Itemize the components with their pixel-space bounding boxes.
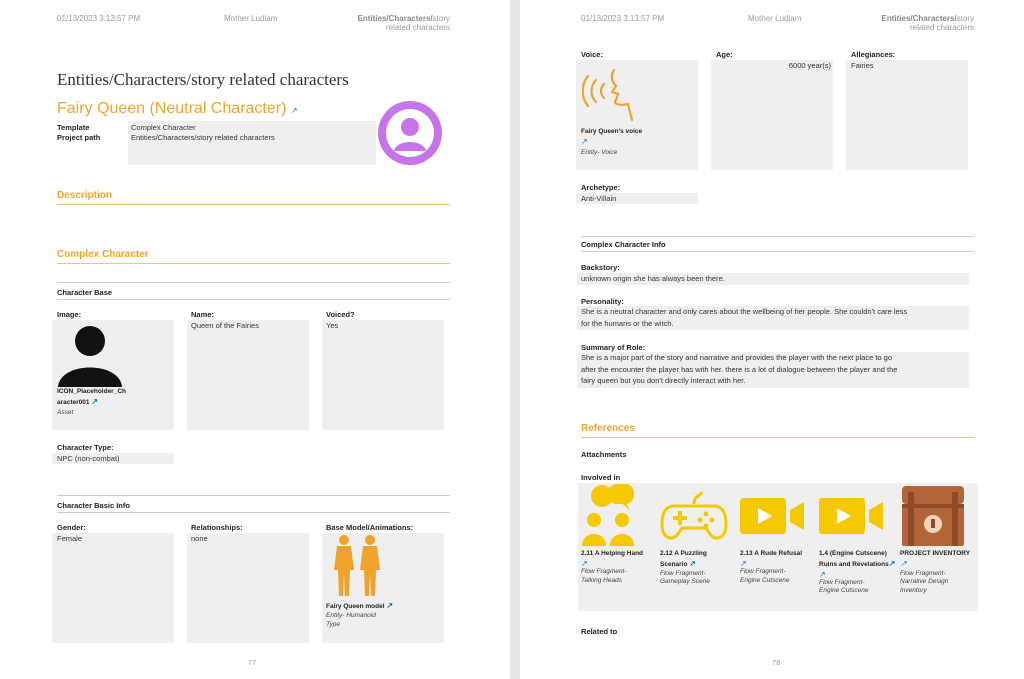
description-heading: Description — [57, 190, 113, 201]
voice-label: Voice: — [581, 50, 603, 59]
image-label: Image: — [57, 310, 82, 319]
page-77 — [0, 0, 510, 679]
personality-value — [581, 306, 907, 329]
header-path-line2: related characters — [909, 23, 974, 32]
basic-rule-top — [57, 495, 450, 496]
description-rule — [57, 204, 450, 205]
voiced-box — [322, 320, 444, 430]
model-type-line2: Type — [326, 620, 340, 628]
complex-info-rule-top — [581, 236, 974, 237]
personality-label: Personality: — [581, 297, 624, 306]
summary-line2: after the encounter the player has with her. there is a lot of dialogue between the player and the — [581, 364, 898, 374]
personality-line2: for the humans or the witch. — [581, 318, 674, 328]
basic-rule-bottom — [57, 512, 450, 513]
archetype-value: Anti-Villain — [581, 194, 617, 203]
character-type-label: Character Type: — [57, 443, 114, 452]
character-base-heading: Character Base — [57, 288, 113, 297]
involved-in-label: Involved in — [581, 473, 621, 482]
voice-type: Entity- Voice — [581, 149, 618, 156]
age-value: 6000 year(s) — [788, 61, 831, 70]
page-title: Entities/Characters/story related characters — [57, 70, 349, 89]
age-label: Age: — [716, 50, 733, 59]
voice-caption: Fairy Queen's voice — [581, 128, 643, 135]
complex-info-rule-bottom — [581, 251, 974, 252]
relationships-box — [187, 533, 309, 643]
involved-title: PROJECT INVENTORY — [900, 550, 971, 557]
video-camera-icon — [819, 496, 885, 536]
backstory-value: unknown origin she has always been there. — [581, 274, 725, 283]
header-path-bold: Entities/Characters/ — [357, 14, 433, 23]
involved-type: Flow Fragment- Talking Heads — [581, 567, 627, 584]
header-timestamp: 01/13/2023 3:13:57 PM — [57, 14, 141, 23]
page-number: 78 — [772, 658, 781, 667]
model-caption[interactable] — [326, 601, 393, 612]
template-label: Template — [57, 123, 90, 132]
voiced-value: Yes — [326, 321, 339, 330]
character-name: Fairy Queen (Neutral Character) — [57, 100, 287, 117]
references-rule — [581, 437, 974, 438]
page-number: 77 — [248, 658, 257, 667]
external-link-icon[interactable]: ↗ — [740, 558, 747, 568]
character-type-value: NPC (non-combat) — [57, 454, 120, 463]
image-caption-line1: ICON_Placeholder_Ch — [57, 388, 126, 395]
model-type — [326, 612, 376, 630]
basic-info-heading: Character Basic Info — [57, 501, 130, 510]
voiced-label: Voiced? — [326, 310, 355, 319]
involved-type: Flow Fragment- Engine Cutscene — [819, 578, 869, 595]
name-value: Queen of the Fairies — [191, 321, 259, 330]
model-type-line1: Entity- Humanoid — [326, 612, 376, 619]
person-placeholder-icon — [56, 325, 124, 387]
header-path-rest: story — [432, 14, 450, 23]
related-to-label: Related to — [581, 627, 618, 636]
relationships-label: Relationships: — [191, 523, 243, 532]
base-rule-top — [57, 282, 450, 283]
character-title[interactable] — [57, 100, 298, 118]
involved-item[interactable] — [900, 550, 978, 596]
header-author: Mother Ludlam — [224, 14, 278, 23]
external-link-icon[interactable]: ↗ — [290, 106, 298, 115]
header-timestamp: 01/13/2023 3:13:57 PM — [581, 14, 665, 23]
involved-item[interactable] — [660, 550, 738, 587]
name-box — [187, 320, 309, 430]
external-link-icon[interactable]: ↗ — [900, 558, 907, 568]
header-author: Mother Ludlam — [748, 14, 802, 23]
image-type: Asset — [57, 409, 74, 416]
humanoid-model-icon — [330, 534, 384, 598]
involved-item[interactable] — [819, 550, 903, 596]
external-link-icon[interactable]: ↗ — [581, 558, 588, 568]
references-heading: References — [581, 423, 635, 434]
image-caption[interactable] — [57, 388, 126, 408]
relationships-value: none — [191, 534, 208, 543]
external-link-icon[interactable]: ↗ — [581, 137, 588, 146]
summary-value — [581, 352, 897, 387]
complex-character-rule — [57, 263, 450, 264]
project-path-value: Entities/Characters/story related characters — [131, 133, 275, 142]
header-path-bold: Entities/Characters/ — [881, 14, 957, 23]
video-camera-icon — [740, 496, 806, 536]
external-link-icon[interactable]: ↗ — [888, 558, 896, 568]
archetype-label: Archetype: — [581, 183, 621, 192]
external-link-icon[interactable]: ↗ — [689, 558, 696, 568]
involved-title: 2.11 A Helping Hand — [581, 550, 644, 557]
name-label: Name: — [191, 310, 214, 319]
involved-type: ↗ Flow Fragment- Narrative Design Inventory — [900, 558, 949, 595]
image-caption-line2: aracter001 — [57, 398, 90, 406]
base-model-label: Base Model/Animations: — [326, 523, 414, 532]
summary-line3: fairy queen but you don't directly interact with her. — [581, 376, 746, 386]
header-path-line2: related characters — [385, 23, 450, 32]
model-caption-text: Fairy Queen model — [326, 603, 385, 610]
age-box — [711, 60, 833, 170]
project-path-label: Project path — [57, 133, 101, 142]
attachments-label: Attachments — [581, 450, 627, 459]
gender-box — [52, 533, 174, 643]
involved-type: Flow Fragment- Gameplay Scene — [660, 569, 710, 586]
external-link-icon[interactable]: ↗ — [386, 601, 394, 610]
external-link-icon[interactable]: ↗ — [819, 569, 826, 579]
allegiances-label: Allegiances: — [851, 50, 896, 59]
header-path — [864, 14, 974, 32]
talking-heads-icon — [582, 484, 636, 546]
complex-info-heading: Complex Character Info — [581, 240, 666, 249]
gamepad-icon — [660, 490, 728, 544]
allegiances-value: Fairies — [851, 61, 874, 70]
header-path — [340, 14, 450, 32]
page-78 — [520, 0, 1024, 679]
involved-item[interactable] — [581, 550, 659, 585]
template-value: Complex Character — [131, 123, 196, 132]
involved-title: 2.12 A Puzzling Scenario ↗ — [660, 550, 707, 568]
backstory-label: Backstory: — [581, 263, 620, 272]
inventory-chest-icon — [900, 484, 966, 548]
involved-title: 2.13 A Rude Refusal — [740, 550, 803, 557]
gender-value: Female — [57, 534, 83, 543]
involved-type: Flow Fragment- Engine Cutscene — [740, 567, 790, 584]
gender-label: Gender: — [57, 523, 86, 532]
voice-speaking-icon — [582, 62, 642, 124]
involved-title: 1.4 (Engine Cutscene) Ruins and Revelations↗ — [819, 550, 896, 568]
involved-item[interactable] — [740, 550, 818, 585]
summary-line1: She is a major part of the story and narrative and provides the player with the next place to go — [581, 353, 893, 362]
header-path-rest: story — [956, 14, 974, 23]
personality-line1: She is a neutral character and only cares about the wellbeing of her people. She couldn't care less — [581, 307, 908, 316]
allegiances-box — [846, 60, 968, 170]
complex-character-heading: Complex Character — [57, 249, 149, 260]
summary-label: Summary of Role: — [581, 343, 646, 352]
avatar-icon — [378, 101, 442, 165]
external-link-icon[interactable]: ↗ — [91, 396, 99, 406]
base-rule-bottom — [57, 299, 450, 300]
